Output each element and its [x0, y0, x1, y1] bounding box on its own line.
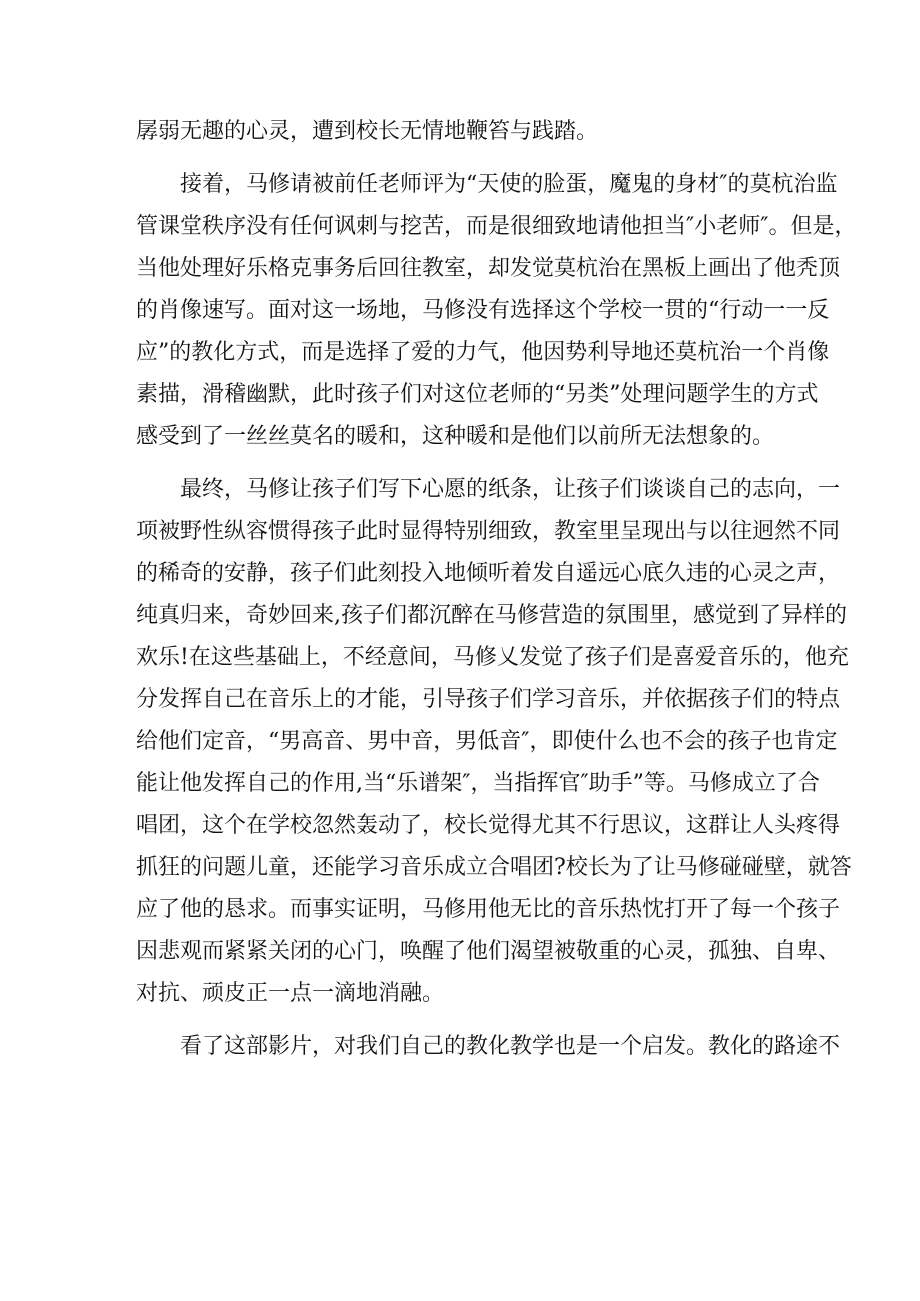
text-line: 应了他的恳求。而事实证明，马修用他无比的音乐热忱打开了每一个孩子: [136, 897, 841, 922]
text-line: 纯真归来，奇妙回来,孩子们都沉醉在马修营造的氛围里，感觉到了异样的: [136, 603, 847, 628]
text-line: 对抗、顽皮正一点一滴地消融。: [136, 981, 445, 1006]
text-line: 孱弱无趣的心灵，遭到校长无情地鞭笞与践踏。: [136, 119, 599, 144]
text-line: 因悲观而紧紧关闭的心门，唤醒了他们渴望被敬重的心灵，孤独、自卑、: [136, 939, 841, 964]
text-line: 抓狂的问题儿童，还能学习音乐成立合唱团?校长为了让马修碰碰壁，就答: [136, 855, 852, 880]
text-line: 管课堂秩序没有任何讽刺与挖苦，而是很细致地请他担当″小老师″。但是，: [136, 214, 857, 239]
text-line: 的肖像速写。面对这一场地，马修没有选择这个学校一贯的“行动一一反: [136, 298, 830, 323]
text-line: 最终，马修让孩子们写下心愿的纸条，让孩子们谈谈自己的志向，一: [136, 477, 841, 502]
paragraph-2: [136, 164, 857, 458]
document-body: [136, 111, 857, 1068]
text-line: 给他们定音，“男高音、男中音，男低音″，即使什么也不会的孩子也肯定: [136, 729, 838, 754]
text-line: 素描，滑稽幽默，此时孩子们对这位老师的“另类”处理问题学生的方式: [136, 382, 819, 407]
paragraph-4: [136, 1026, 841, 1068]
text-line: 看了这部影片，对我们自己的教化教学也是一个启发。教化的路途不: [136, 1034, 841, 1059]
paragraph-3: [136, 469, 852, 1015]
text-line: 接着，马修请被前任老师评为“天使的脸蛋，魔鬼的身材″的莫杭治监: [136, 172, 838, 197]
text-line: 分发挥自己在音乐上的才能，引导孩子们学习音乐，并依据孩子们的特点: [136, 687, 841, 712]
paragraph-1: [136, 111, 786, 153]
text-line: 欢乐!在这些基础上，不经意间，马修乂发觉了孩子们是喜爱音乐的，他充: [136, 645, 849, 670]
text-line: 应”的教化方式，而是选择了爱的力气，他因势利导地还莫杭治一个肖像: [136, 340, 830, 365]
text-line: 感受到了一丝丝莫名的暖和，这种暖和是他们以前所无法想象的。: [136, 424, 775, 449]
text-line: 当他处理好乐格克事务后回往教室，却发觉莫杭治在黑板上画出了他秃顶: [136, 256, 841, 281]
text-line: 的稀奇的安静，孩子们此刻投入地倾听着发自遥远心底久违的心灵之声，: [136, 561, 841, 586]
text-line: 能让他发挥自己的作用,当“乐谱架″，当指挥官″助手”等。马修成立了合: [136, 771, 820, 796]
text-line: 项被野性纵容惯得孩子此时显得特别细致，教室里呈现出与以往迥然不同: [136, 519, 841, 544]
text-line: 唱团，这个在学校忽然轰动了，校长觉得尤其不行思议，这群让人头疼得: [136, 813, 841, 838]
